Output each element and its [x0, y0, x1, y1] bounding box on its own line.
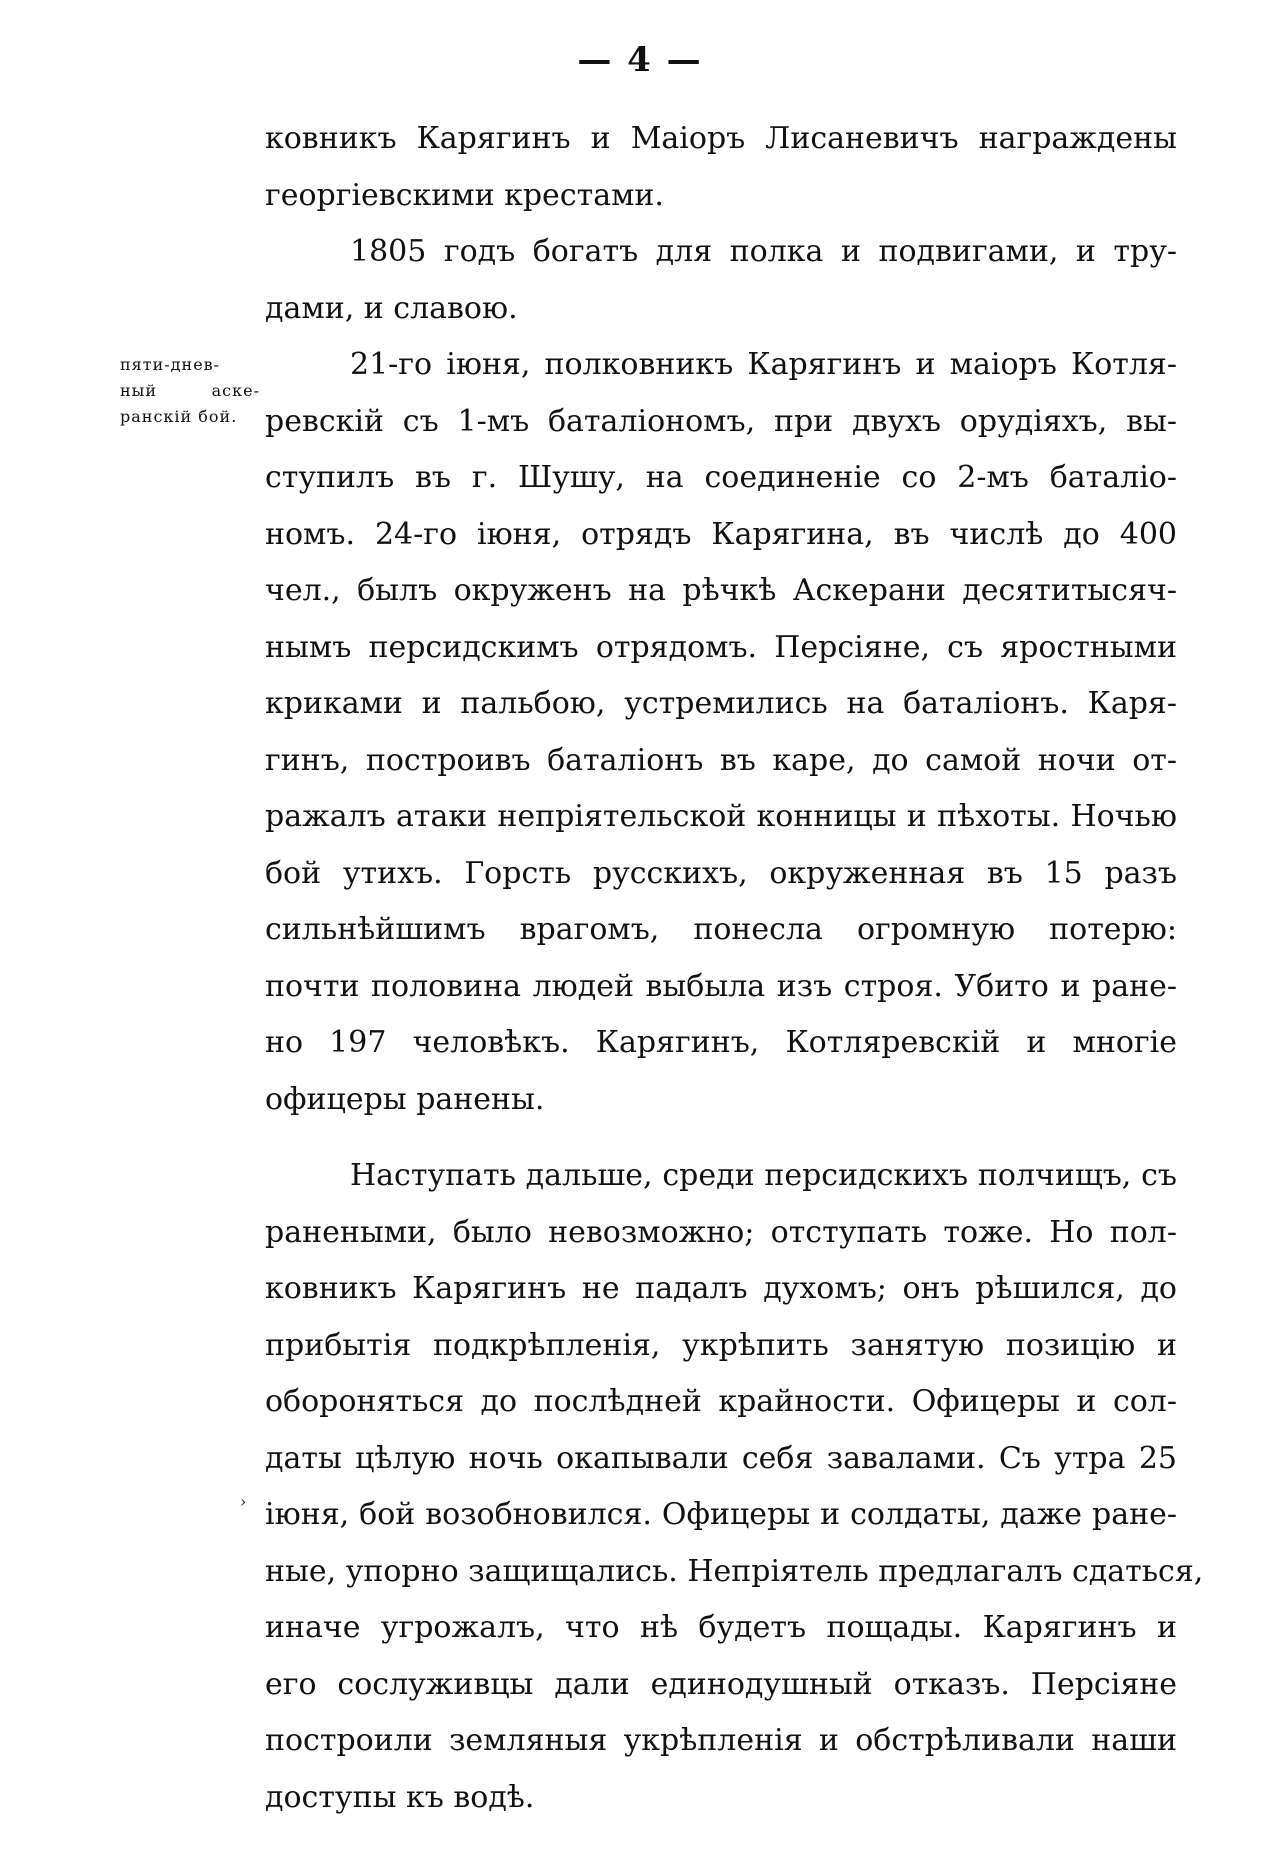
- text-line: иначе угрожалъ, что нѣ будетъ пощады. Карягинъ и: [265, 1610, 1177, 1645]
- margin-note-line: пяти-днев-: [120, 355, 221, 374]
- text-line: ные, упорно защищались. Непріятель предлагалъ сдаться,: [265, 1553, 1204, 1589]
- text-line: бой утихъ. Горсть русскихъ, окруженная въ 15 разъ: [265, 855, 1177, 891]
- text-line: но 197 человѣкъ. Карягинъ, Котляревскій и многіе: [265, 1025, 1177, 1060]
- text-line: 21-го іюня, полковникъ Карягинъ и маіоръ Котля-: [350, 347, 1177, 382]
- text-line: 1805 годъ богатъ для полка и подвигами, и тру-: [350, 234, 1177, 269]
- text-line: даты цѣлую ночь окапывали себя завалами. Съ утра 25: [265, 1440, 1177, 1476]
- paragraph: [265, 1148, 1204, 1826]
- margin-note-line: ранскій бой.: [120, 407, 238, 426]
- paragraph: [265, 111, 1177, 224]
- text-line: почти половина людей выбыла изъ строя. Убито и ране-: [265, 968, 1177, 1004]
- text-line: ражалъ атаки непріятельской конницы и пѣхоты. Ночью: [265, 799, 1177, 834]
- text-line: доступы къ водѣ.: [265, 1779, 535, 1815]
- text-line: дами, и славою.: [265, 290, 518, 326]
- text-line: ковникъ Карягинъ не падалъ духомъ; онъ рѣшился, до: [265, 1271, 1177, 1306]
- text-line: ревскій съ 1-мъ баталіономъ, при двухъ орудіяхъ, вы-: [265, 403, 1177, 439]
- text-line: офицеры ранены.: [265, 1081, 545, 1117]
- margin-note-line: ный аске-: [120, 381, 260, 400]
- text-line: номъ. 24-го іюня, отрядъ Карягина, въ числѣ до 400: [265, 516, 1177, 552]
- text-line: его сослуживцы дали единодушный отказъ. Персіяне: [265, 1666, 1177, 1702]
- text-line: криками и пальбою, устремились на баталіонъ. Каря-: [265, 686, 1177, 721]
- text-line: построили земляныя укрѣпленія и обстрѣливали наши: [265, 1723, 1177, 1758]
- text-line: ранеными, было невозможно; отступать тоже. Но пол-: [265, 1214, 1177, 1250]
- text-line: георгіевскими крестами.: [265, 177, 664, 213]
- text-line: іюня, бой возобновился. Офицеры и солдаты, даже ране-: [265, 1497, 1177, 1532]
- text-line: сильнѣйшимъ врагомъ, понесла огромную потерю:: [265, 912, 1177, 947]
- text-line: чел., былъ окруженъ на рѣчкѣ Аскерани десятитысяч-: [265, 573, 1177, 608]
- text-line: ковникъ Карягинъ и Маіоръ Лисаневичъ награждены: [265, 121, 1177, 156]
- paragraph-spacer: [265, 1128, 1177, 1148]
- text-line: Наступать дальше, среди персидскихъ полчищъ, съ: [350, 1158, 1177, 1193]
- text-line: ступилъ въ г. Шушу, на соединеніе со 2-мъ баталіо-: [265, 460, 1177, 495]
- page-number: — 4 —: [577, 40, 703, 80]
- text-line: прибытія подкрѣпленія, укрѣпить занятую позицію и: [265, 1327, 1177, 1363]
- paragraph: [265, 337, 1177, 1128]
- text-line: нымъ персидскимъ отрядомъ. Персіяне, съ яростными: [265, 629, 1177, 665]
- text-line: обороняться до послѣдней крайности. Офицеры и сол-: [265, 1384, 1177, 1419]
- paragraph: [265, 224, 1177, 337]
- text-line: гинъ, построивъ баталіонъ въ каре, до самой ночи от-: [265, 742, 1177, 778]
- margin-note: [120, 352, 260, 430]
- stray-mark: ›: [240, 1492, 247, 1511]
- body-text: [265, 111, 1204, 1826]
